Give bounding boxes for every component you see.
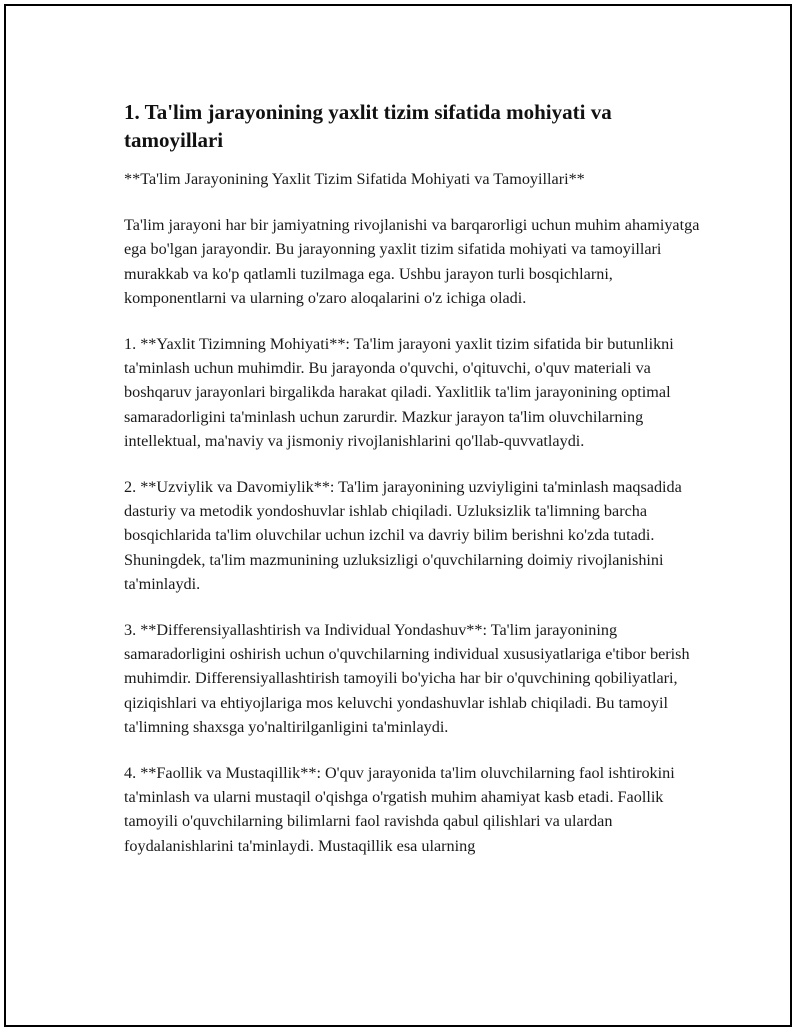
document-body <box>124 98 704 880</box>
paragraph-point-2: 2. **Uzviylik va Davomiylik**: Ta'lim jarayonining uzviyligini ta'minlash maqsadida dasturiy va metodik yondoshuvlar ishlab chiqiladi. Uzluksizlik ta'limning barcha bosqichlarida ta'lim oluvchilar uchun izchil va davriy bilim berishni ko'zda tutadi. Shuningdek, ta'lim mazmunining uzluksizligi o'quvchilarning doimiy rivojlanishini ta'minlaydi. <box>124 478 682 593</box>
paragraph-point-3: 3. **Differensiyallashtirish va Individual Yondashuv**: Ta'lim jarayonining samaradorligini oshirish uchun o'quvchilarning individual xususiyatlariga e'tibor berish muhimdir. Differensiyallashtirish tamoyili bo'yicha har bir o'quvchining qobiliyatlari, qiziqishlari va ehtiyojlariga mos keluvchi yondashuvlar ishlab chiqiladi. Bu tamoyil ta'limning shaxsga yo'naltirilganligini ta'minlaydi. <box>124 621 690 736</box>
document-title: 1. Ta'lim jarayonining yaxlit tizim sifatida mohiyati va tamoyillari <box>124 100 612 152</box>
page-frame <box>4 4 792 1027</box>
paragraph-point-1: 1. **Yaxlit Tizimning Mohiyati**: Ta'lim jarayoni yaxlit tizim sifatida bir butunlikni ta'minlash uchun muhimdir. Bu jarayonda o'quvchi, o'qituvchi, o'quv materiali va boshqaruv jarayonlari birgalikda harakat qiladi. Yaxlitlik ta'lim jarayonining optimal samaradorligini ta'minlash uchun zarurdir. Mazkur jarayon ta'lim oluvchilarning intellektual, ma'naviy va jismoniy rivojlanishlarini qo'llab-quvvatlaydi. <box>124 335 674 450</box>
paragraph-point-4: 4. **Faollik va Mustaqillik**: O'quv jarayonida ta'lim oluvchilarning faol ishtirokini ta'minlash va ularni mustaqil o'qishga o'rgatish muhim ahamiyat kasb etadi. Faollik tamoyili o'quvchilarning bilimlarni faol ravishda qabul qilishlari va ulardan foydalanishlarini ta'minlaydi. Mustaqillik esa ularning <box>124 764 675 855</box>
paragraph-intro: Ta'lim jarayoni har bir jamiyatning rivojlanishi va barqarorligi uchun muhim ahamiyatga ega bo'lgan jarayondir. Bu jarayonning yaxlit tizim sifatida mohiyati va tamoyillari murakkab va ko'p qatlamli tuzilmaga ega. Ushbu jarayon turli bosqichlarni, komponentlarni va ularning o'zaro aloqalarini o'z ichiga oladi. <box>124 216 700 307</box>
document-subtitle: **Ta'lim Jarayonining Yaxlit Tizim Sifatida Mohiyati va Tamoyillari** <box>124 170 585 188</box>
